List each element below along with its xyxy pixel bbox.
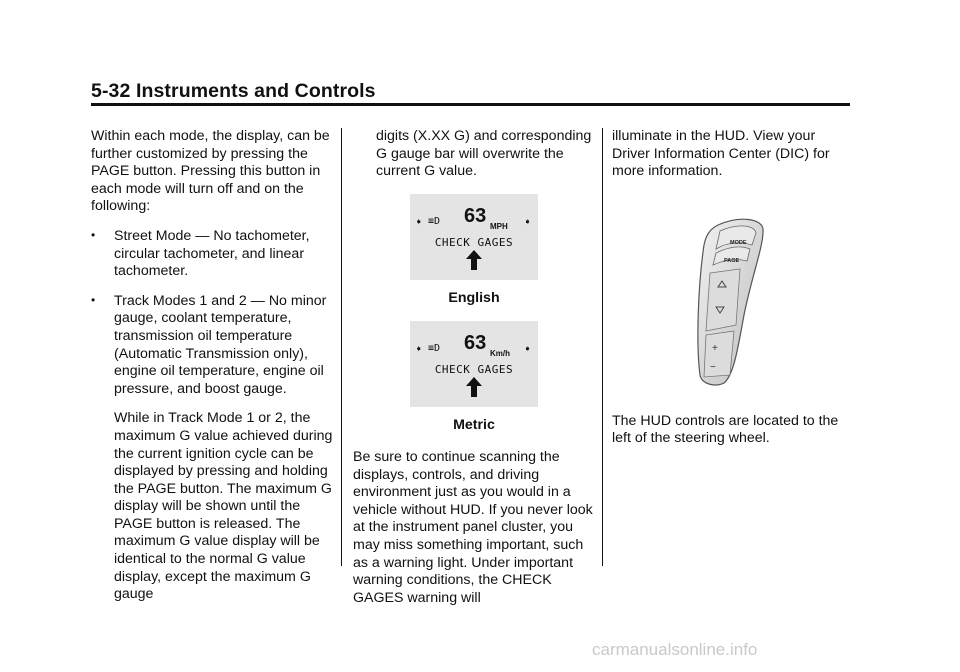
- bullet-icon: •: [91, 227, 96, 242]
- headlamp-icon: ≡D: [428, 343, 441, 355]
- col1-sub-paragraph: While in Track Mode 1 or 2, the maximum G value achieved during the current ignition cycle can be displayed by pressing and holding the PAGE button. The maximum G display will be shown until the PAGE button is released. The maximum G value display will be identical to the normal G value display, except the maximum G gauge: [114, 410, 333, 603]
- turn-right-arrow-icon: ➧: [524, 214, 532, 229]
- mode-button-label: MODE: [730, 239, 747, 246]
- col2-paragraph: Be sure to continue scanning the displays, controls, and driving environment just as you would in a vehicle without HUD. If you never look at the instrument panel cluster, you may miss something important, such as a warning light. Under important warning conditions, the CHECK GAGES warning will: [353, 448, 593, 606]
- bullet-text: Street Mode — No tachometer, circular tachometer, and linear tachometer.: [114, 227, 310, 280]
- turn-left-arrow-icon: ➧: [415, 342, 423, 357]
- hud-display-metric: [410, 321, 538, 407]
- column-divider: [341, 128, 342, 566]
- list-item: [91, 293, 333, 399]
- page-title: 5-32 Instruments and Controls: [91, 80, 376, 102]
- hud-figure-english: [353, 194, 595, 308]
- figure-caption: Metric: [453, 417, 495, 434]
- plus-icon: +: [712, 342, 718, 354]
- turn-left-arrow-icon: ➧: [415, 214, 423, 229]
- col3-paragraph: The HUD controls are located to the left of the steering wheel.: [612, 412, 839, 447]
- bullet-list: [91, 228, 333, 398]
- check-gages-warning: CHECK GAGES: [434, 235, 514, 249]
- list-item: [91, 228, 333, 281]
- figure-caption: English: [448, 289, 500, 306]
- page-button-label: PAGE: [724, 257, 740, 264]
- hud-display-english: [410, 194, 538, 280]
- speed-readout: 63: [464, 204, 487, 227]
- bullet-icon: •: [91, 292, 96, 307]
- minus-icon: −: [710, 361, 716, 373]
- speed-unit: Km/h: [490, 349, 510, 359]
- watermark: carmanualsonline.info: [592, 640, 758, 659]
- hud-figure-metric: [353, 321, 595, 435]
- column-3: [612, 128, 854, 460]
- headlamp-icon: ≡D: [428, 215, 441, 227]
- col1-intro: Within each mode, the display, can be further customized by pressing the PAGE button. Pressing this button in each mode will turn off and on the following:: [91, 128, 330, 215]
- column-1: [91, 128, 333, 616]
- hud-controls-illustration: [690, 215, 766, 387]
- column-divider: [602, 128, 603, 566]
- speed-readout: 63: [464, 332, 487, 355]
- header-rule: [91, 103, 850, 106]
- turn-right-arrow-icon: ➧: [524, 342, 532, 357]
- check-gages-warning: CHECK GAGES: [434, 363, 514, 377]
- shift-up-arrow-icon: [466, 250, 482, 270]
- column-2: [353, 128, 595, 619]
- shift-up-arrow-icon: [466, 377, 482, 397]
- col3-continuation: illuminate in the HUD. View your Driver Information Center (DIC) for more information.: [612, 128, 830, 180]
- col2-continuation: digits (X.XX G) and corresponding G gauge bar will overwrite the current G value.: [376, 128, 592, 180]
- bullet-text: Track Modes 1 and 2 — No minor gauge, coolant temperature, transmission oil temperature (Automatic Transmission only), engine oil temperature, engine oil pressure, and boost gauge.: [114, 292, 327, 397]
- speed-unit: MPH: [490, 221, 508, 231]
